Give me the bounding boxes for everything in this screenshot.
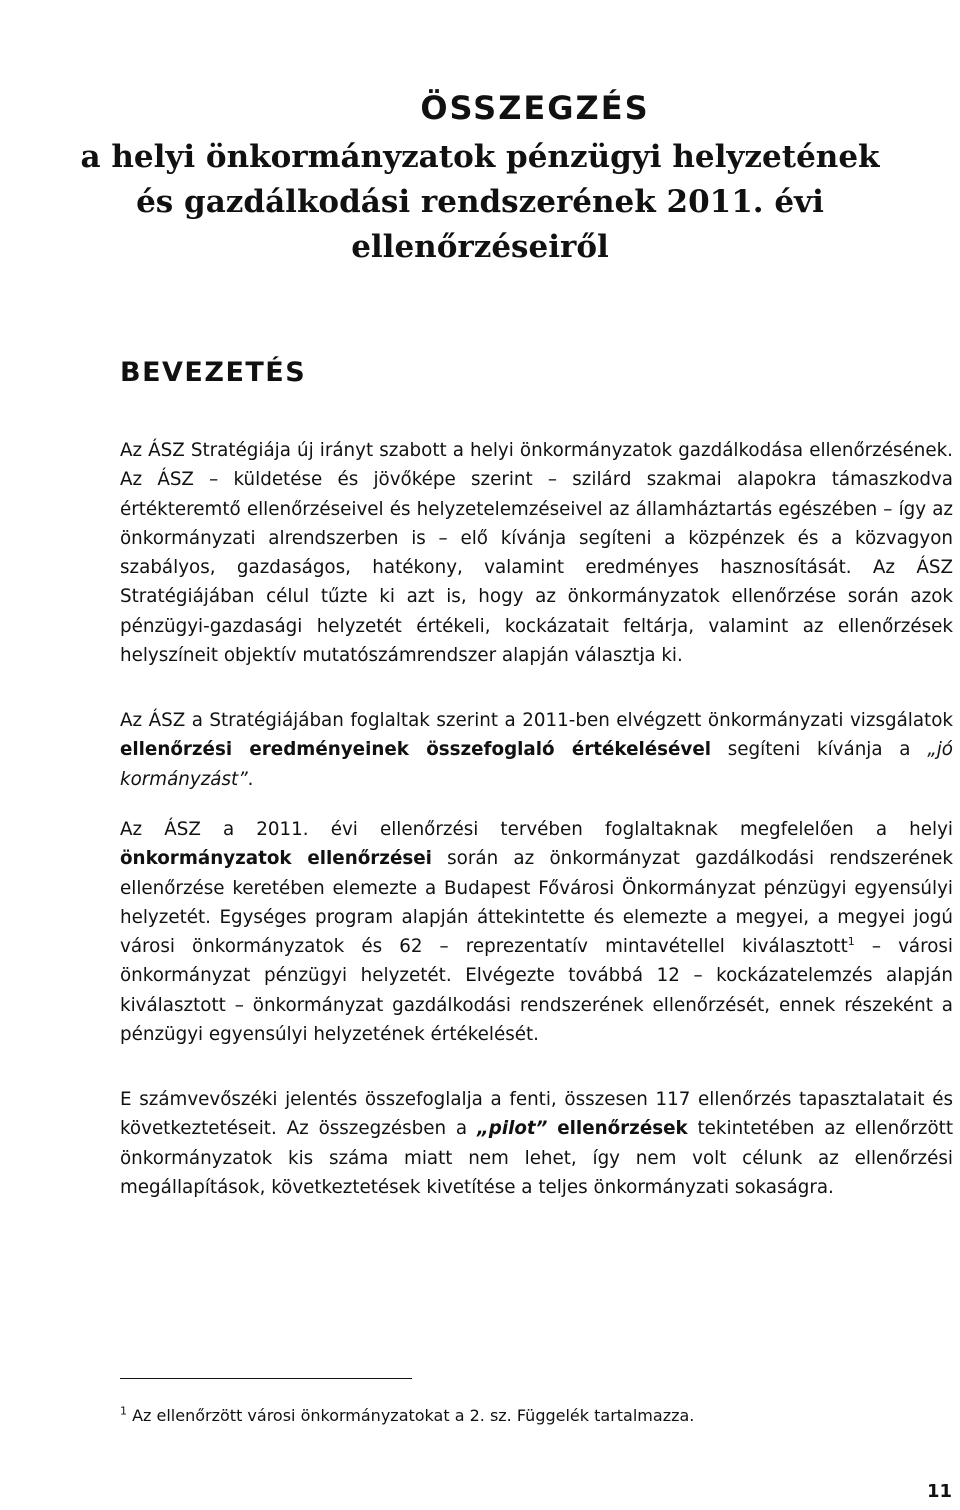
title-block <box>0 88 960 270</box>
footnote-divider <box>120 1378 412 1379</box>
paragraph-1-text: Az ÁSZ Stratégiája új irányt szabott a helyi önkormányzatok gazdálkodása ellenőrzésének. Az ÁSZ – küldetése és jövőképe szerint – szilárd szakmai alapokra támaszkodva értékteremtő ellenőrzéseivel és helyzetelemzéseivel az államháztartás egészében – így az önkormányzati alrendszerben is – elő kívánja segíteni a közpénzek és a közvagyon szabályos, gazdaságos, hatékony, valamint eredményes hasznosítását. Az ÁSZ Stratégiájában célul tűzte ki azt is, hogy az önkormányzatok ellenőrzése során azok pénzügyi-gazdasági helyzetét értékeli, kockázatait feltárja, valamint az ellenőrzések helyszíneit objektív mutatószámrendszer alapján választja ki. <box>120 440 953 667</box>
paragraph-3-text-end: – városi önkormányzat pénzügyi helyzetét. Elvégezte továbbá 12 – kockázatelemzés alapján kiválasztott – önkormányzat gazdálkodási rendszerének ellenőrzését, ennek részeként a pénzügyi egyensúlyi helyzetének értékelését. <box>120 936 954 1046</box>
paragraph-4-text-start: E számvevőszéki jelentés összefoglalja a fenti, összesen 117 ellenőrzés tapasztalatait és következtetéseit. Az összegzésben a <box>120 1089 953 1140</box>
paragraph-3-text-start: Az ÁSZ a 2011. évi ellenőrzési tervében foglaltaknak megfelelően a helyi <box>120 819 953 840</box>
paragraph-2-text-end: . <box>247 768 254 790</box>
subtitle-line-3: ellenőrzéseiről <box>351 229 609 265</box>
page-number: 11 <box>926 1481 952 1502</box>
footnote <box>120 1402 953 1430</box>
paragraph-2-text-mid: segíteni kívánja a <box>711 739 928 761</box>
subtitle-line-2: és gazdálkodási rendszerének 2011. évi <box>136 184 824 220</box>
subtitle-line-1: a helyi önkormányzatok pénzügyi helyzetének <box>80 139 880 175</box>
section-heading: BEVEZETÉS <box>120 357 307 388</box>
page-subtitle <box>0 135 960 270</box>
paragraph-4-emphasis: ellenőrzések <box>557 1118 688 1140</box>
paragraph-2-text-start: Az ÁSZ a Stratégiájában foglaltak szerint a 2011-ben elvégzett önkormányzati vizsgálatok <box>120 710 953 731</box>
paragraph-2-quote: „jó kormányzást” <box>120 739 953 790</box>
paragraph-4-pilot: „pilot” <box>476 1118 548 1140</box>
paragraph-3-emphasis: önkormányzatok ellenőrzései <box>120 848 432 870</box>
paragraph-1 <box>120 436 953 670</box>
paragraph-4-space <box>547 1118 557 1139</box>
footnote-marker: 1 <box>120 1404 127 1418</box>
paragraph-4 <box>120 1085 953 1202</box>
paragraph-3-text-mid: során az önkormányzat gazdálkodási rendszerének ellenőrzése keretében elemezte a Budapest Fővárosi Önkormányzat pénzügyi egyensúlyi helyzetét. Egységes program alapján áttekintette és elemezte a megyei, a megyei jogú városi önkormányzatok és 62 – reprezentatív mintavétellel kiválasztott <box>120 848 953 958</box>
paragraph-3 <box>120 815 953 1049</box>
paragraph-4-text-end: tekintetében az ellenőrzött önkormányzatok kis száma miatt nem lehet, így nem volt célunk az ellenőrzési megállapítások, következtetések kivetítése a teljes önkormányzati sokaságra. <box>120 1118 953 1198</box>
footnote-text: Az ellenőrzött városi önkormányzatokat a 2. sz. Függelék tartalmazza. <box>127 1406 695 1425</box>
paragraph-2-emphasis: ellenőrzési eredményeinek összefoglaló értékelésével <box>120 739 712 761</box>
page-title: ÖSSZEGZÉS <box>420 89 650 127</box>
footnote-reference[interactable]: 1 <box>847 935 855 949</box>
paragraph-2 <box>120 706 953 794</box>
